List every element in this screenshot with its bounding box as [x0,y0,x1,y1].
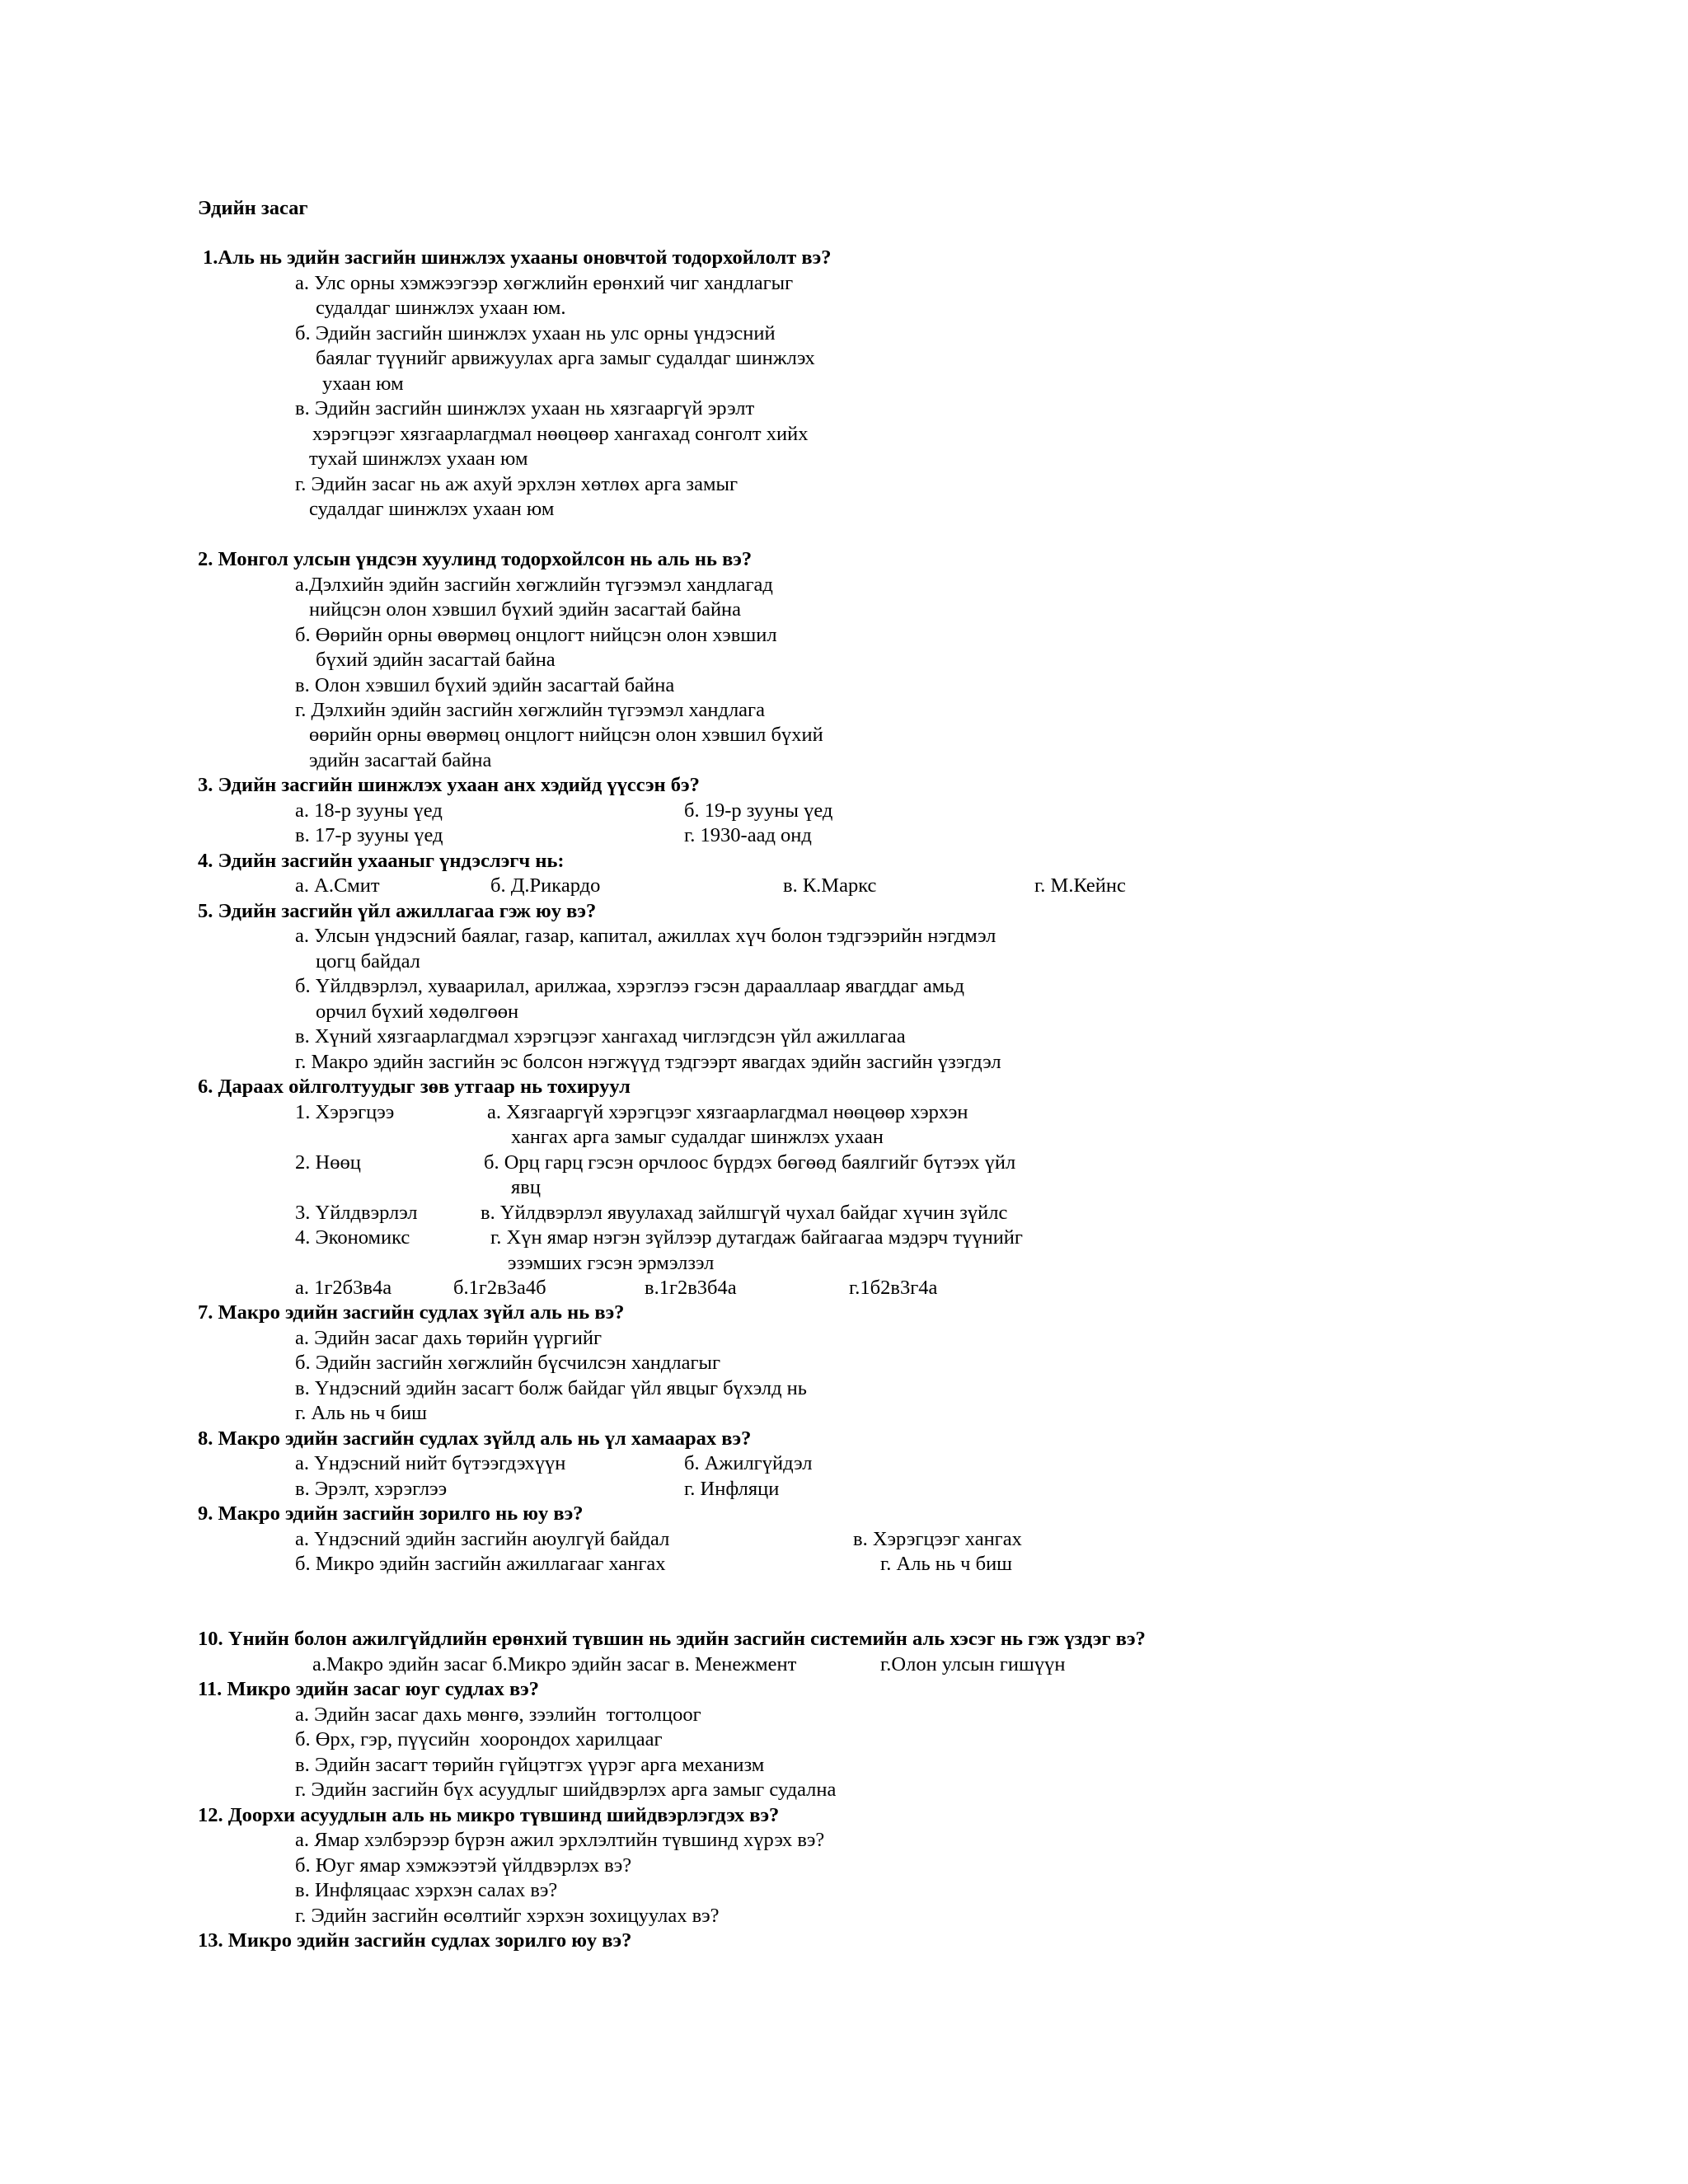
answer-line: 1. Хэрэгцээ [295,1101,395,1123]
answer-line: б. 19-р зууны үед [684,799,833,822]
answer-line: в. Хэрэгцээг хангах [853,1528,1022,1550]
answer-line: өөрийн орны өвөрмөц онцлогт нийцсэн олон хэвшил бүхий [309,724,823,746]
answer-line: г. М.Кейнс [1034,874,1126,897]
answer-line: б. Эдийн засгийн шинжлэх ухаан нь улс орны үндэсний [295,322,776,344]
answer-line: а. 1г2б3в4а [295,1277,392,1299]
answer-line: хэрэгцээг хязгаарлагдмал нөөцөөр хангахад сонголт хийх [312,423,809,445]
answer-line: в. Инфляцаас хэрхэн салах вэ? [295,1879,558,1901]
answer-line: а.Макро эдийн засаг б.Микро эдийн засаг в. Менежмент [312,1653,797,1675]
answer-line: в. Эрэлт, хэрэглээ [295,1478,448,1500]
answer-line: г. Макро эдийн засгийн эс болсон нэгжүүд тэдгээрт явагдах эдийн засгийн үзэгдэл [295,1051,1001,1073]
answer-line: а. Хязгааргүй хэрэгцээг хязгаарлагдмал нөөцөөр хэрхэн [487,1101,968,1123]
answer-line: а. 18-р зууны үед [295,799,443,822]
question-heading: 3. Эдийн засгийн шинжлэх ухаан анх хэдийд үүссэн бэ? [198,774,700,796]
answer-line: судалдаг шинжлэх ухаан юм. [316,297,566,319]
answer-line: ухаан юм [322,373,404,395]
answer-line: а. Улс орны хэмжээгээр хөгжлийн ерөнхий чиг хандлагыг [295,272,794,294]
answer-line: эзэмших гэсэн эрмэлзэл [508,1252,715,1274]
answer-line: а. Ямар хэлбэрээр бүрэн ажил эрхлэлтийн түвшинд хүрэх вэ? [295,1829,825,1851]
answer-line: а. Улсын үндэсний баялаг, газар, капитал, ажиллах хүч болон тэдгээрийн нэгдмэл [295,925,996,947]
answer-line: г. Дэлхийн эдийн засгийн хөгжлийн түгээмэл хандлага [295,699,765,721]
answer-line: г. Инфляци [684,1478,780,1500]
question-heading: 4. Эдийн засгийн ухааныг үндэслэгч нь: [198,850,565,872]
answer-line: б. Өөрийн орны өвөрмөц онцлогт нийцсэн олон хэвшил [295,624,777,646]
answer-line: б.1г2в3а4б [453,1277,546,1299]
answer-line: а. А.Смит [295,874,380,897]
answer-line: г. Аль нь ч биш [880,1553,1013,1575]
answer-line: цогц байдал [316,950,420,972]
answer-line: баялаг түүнийг арвижуулах арга замыг судалдаг шинжлэх [316,347,815,369]
answer-line: хангах арга замыг судалдаг шинжлэх ухаан [511,1126,884,1148]
page-title: Эдийн засаг [198,197,308,219]
answer-line: г.1б2в3г4а [849,1277,938,1299]
question-heading: 7. Макро эдийн засгийн судлах зүйл аль нь вэ? [198,1301,625,1324]
answer-line: в. К.Маркс [783,874,877,897]
answer-line: б. Д.Рикардо [490,874,601,897]
answer-line: а. Эдийн засаг дахь төрийн үүргийг [295,1327,603,1349]
answer-line: г. Аль нь ч биш [295,1402,428,1424]
answer-line: г. Хүн ямар нэгэн зүйлээр дутагдаж байгаагаа мэдэрч түүнийг [490,1226,1023,1249]
answer-line: 4. Экономикс [295,1226,410,1249]
answer-line: явц [511,1176,541,1198]
answer-line: г. 1930-аад онд [684,824,812,846]
answer-line: г. Эдийн засаг нь аж ахуй эрхлэн хөтлөх арга замыг [295,473,738,495]
question-heading: 12. Доорхи асуудлын аль нь микро түвшинд шийдвэрлэгдэх вэ? [198,1804,780,1826]
answer-line: в. Үйлдвэрлэл явуулахад зайлшгүй чухал байдаг хүчин зүйлс [481,1202,1008,1224]
answer-line: г. Эдийн засгийн бүх асуудлыг шийдвэрлэх арга замыг судална [295,1779,837,1801]
answer-line: эдийн засагтай байна [309,749,492,771]
answer-line: в. Эдийн засагт төрийн гүйцэтгэх үүрэг арга механизм [295,1754,765,1776]
answer-line: б. Юуг ямар хэмжээтэй үйлдвэрлэх вэ? [295,1854,632,1877]
answer-line: б. Өрх, гэр, пүүсийн хоорондох харилцааг [295,1728,663,1750]
answer-line: орчил бүхий хөдөлгөөн [316,1001,519,1023]
question-heading: 2. Монгол улсын үндсэн хуулинд тодорхойлсон нь аль нь вэ? [198,548,753,570]
answer-line: б. Эдийн засгийн хөгжлийн бүсчилсэн хандлагыг [295,1352,721,1374]
answer-line: в. Хүний хязгаарлагдмал хэрэгцээг хангахад чиглэгдсэн үйл ажиллагаа [295,1025,906,1047]
question-heading: 5. Эдийн засгийн үйл ажиллагаа гэж юу вэ? [198,900,597,922]
answer-line: нийцсэн олон хэвшил бүхий эдийн засагтай байна [309,598,742,621]
answer-line: а.Дэлхийн эдийн засгийн хөгжлийн түгээмэл хандлагад [295,574,773,596]
answer-line: тухай шинжлэх ухаан юм [309,448,528,470]
answer-line: а. Эдийн засаг дахь мөнгө, зээлийн тогтолцоог [295,1704,701,1726]
answer-line: в. Олон хэвшил бүхий эдийн засагтай байна [295,674,675,696]
question-heading: 13. Микро эдийн засгийн судлах зорилго юу вэ? [198,1929,632,1952]
answer-line: судалдаг шинжлэх ухаан юм [309,498,555,520]
answer-line: б. Микро эдийн засгийн ажиллагааг хангах [295,1553,666,1575]
question-heading: 1.Аль нь эдийн засгийн шинжлэх ухааны оновчтой тодорхойлолт вэ? [203,246,832,269]
question-heading: 8. Макро эдийн засгийн судлах зүйлд аль нь үл хамаарах вэ? [198,1427,752,1450]
question-heading: 9. Макро эдийн засгийн зорилго нь юу вэ? [198,1502,584,1525]
question-heading: 10. Үнийн болон ажилгүйдлийн ерөнхий түвшин нь эдийн засгийн системийн аль хэсэг нь гэж үздэг вэ? [198,1628,1146,1650]
answer-line: в.1г2в3б4а [645,1277,737,1299]
answer-line: г.Олон улсын гишүүн [880,1653,1066,1675]
answer-line: а. Үндэсний эдийн засгийн аюулгүй байдал [295,1528,670,1550]
answer-line: а. Үндэсний нийт бүтээгдэхүүн [295,1452,566,1474]
question-heading: 11. Микро эдийн засаг юуг судлах вэ? [198,1678,540,1700]
answer-line: в. Үндэсний эдийн засагт болж байдаг үйл явцыг бүхэлд нь [295,1377,807,1399]
answer-line: г. Эдийн засгийн өсөлтийг хэрхэн зохицуулах вэ? [295,1905,720,1927]
answer-line: 3. Үйлдвэрлэл [295,1202,418,1224]
answer-line: б. Орц гарц гэсэн орчлоос бүрдэх бөгөөд баялгийг бүтээх үйл [484,1151,1016,1174]
answer-line: в. 17-р зууны үед [295,824,443,846]
answer-line: 2. Нөөц [295,1151,361,1174]
question-heading: 6. Дараах ойлголтуудыг зөв утгаар нь тохируул [198,1076,631,1098]
answer-line: в. Эдийн засгийн шинжлэх ухаан нь хязгааргүй эрэлт [295,397,755,419]
answer-line: бүхий эдийн засагтай байна [316,649,556,671]
answer-line: б. Үйлдвэрлэл, хуваарилал, арилжаа, хэрэглээ гэсэн дарааллаар явагддаг амьд [295,975,964,997]
answer-line: б. Ажилгүйдэл [684,1452,813,1474]
